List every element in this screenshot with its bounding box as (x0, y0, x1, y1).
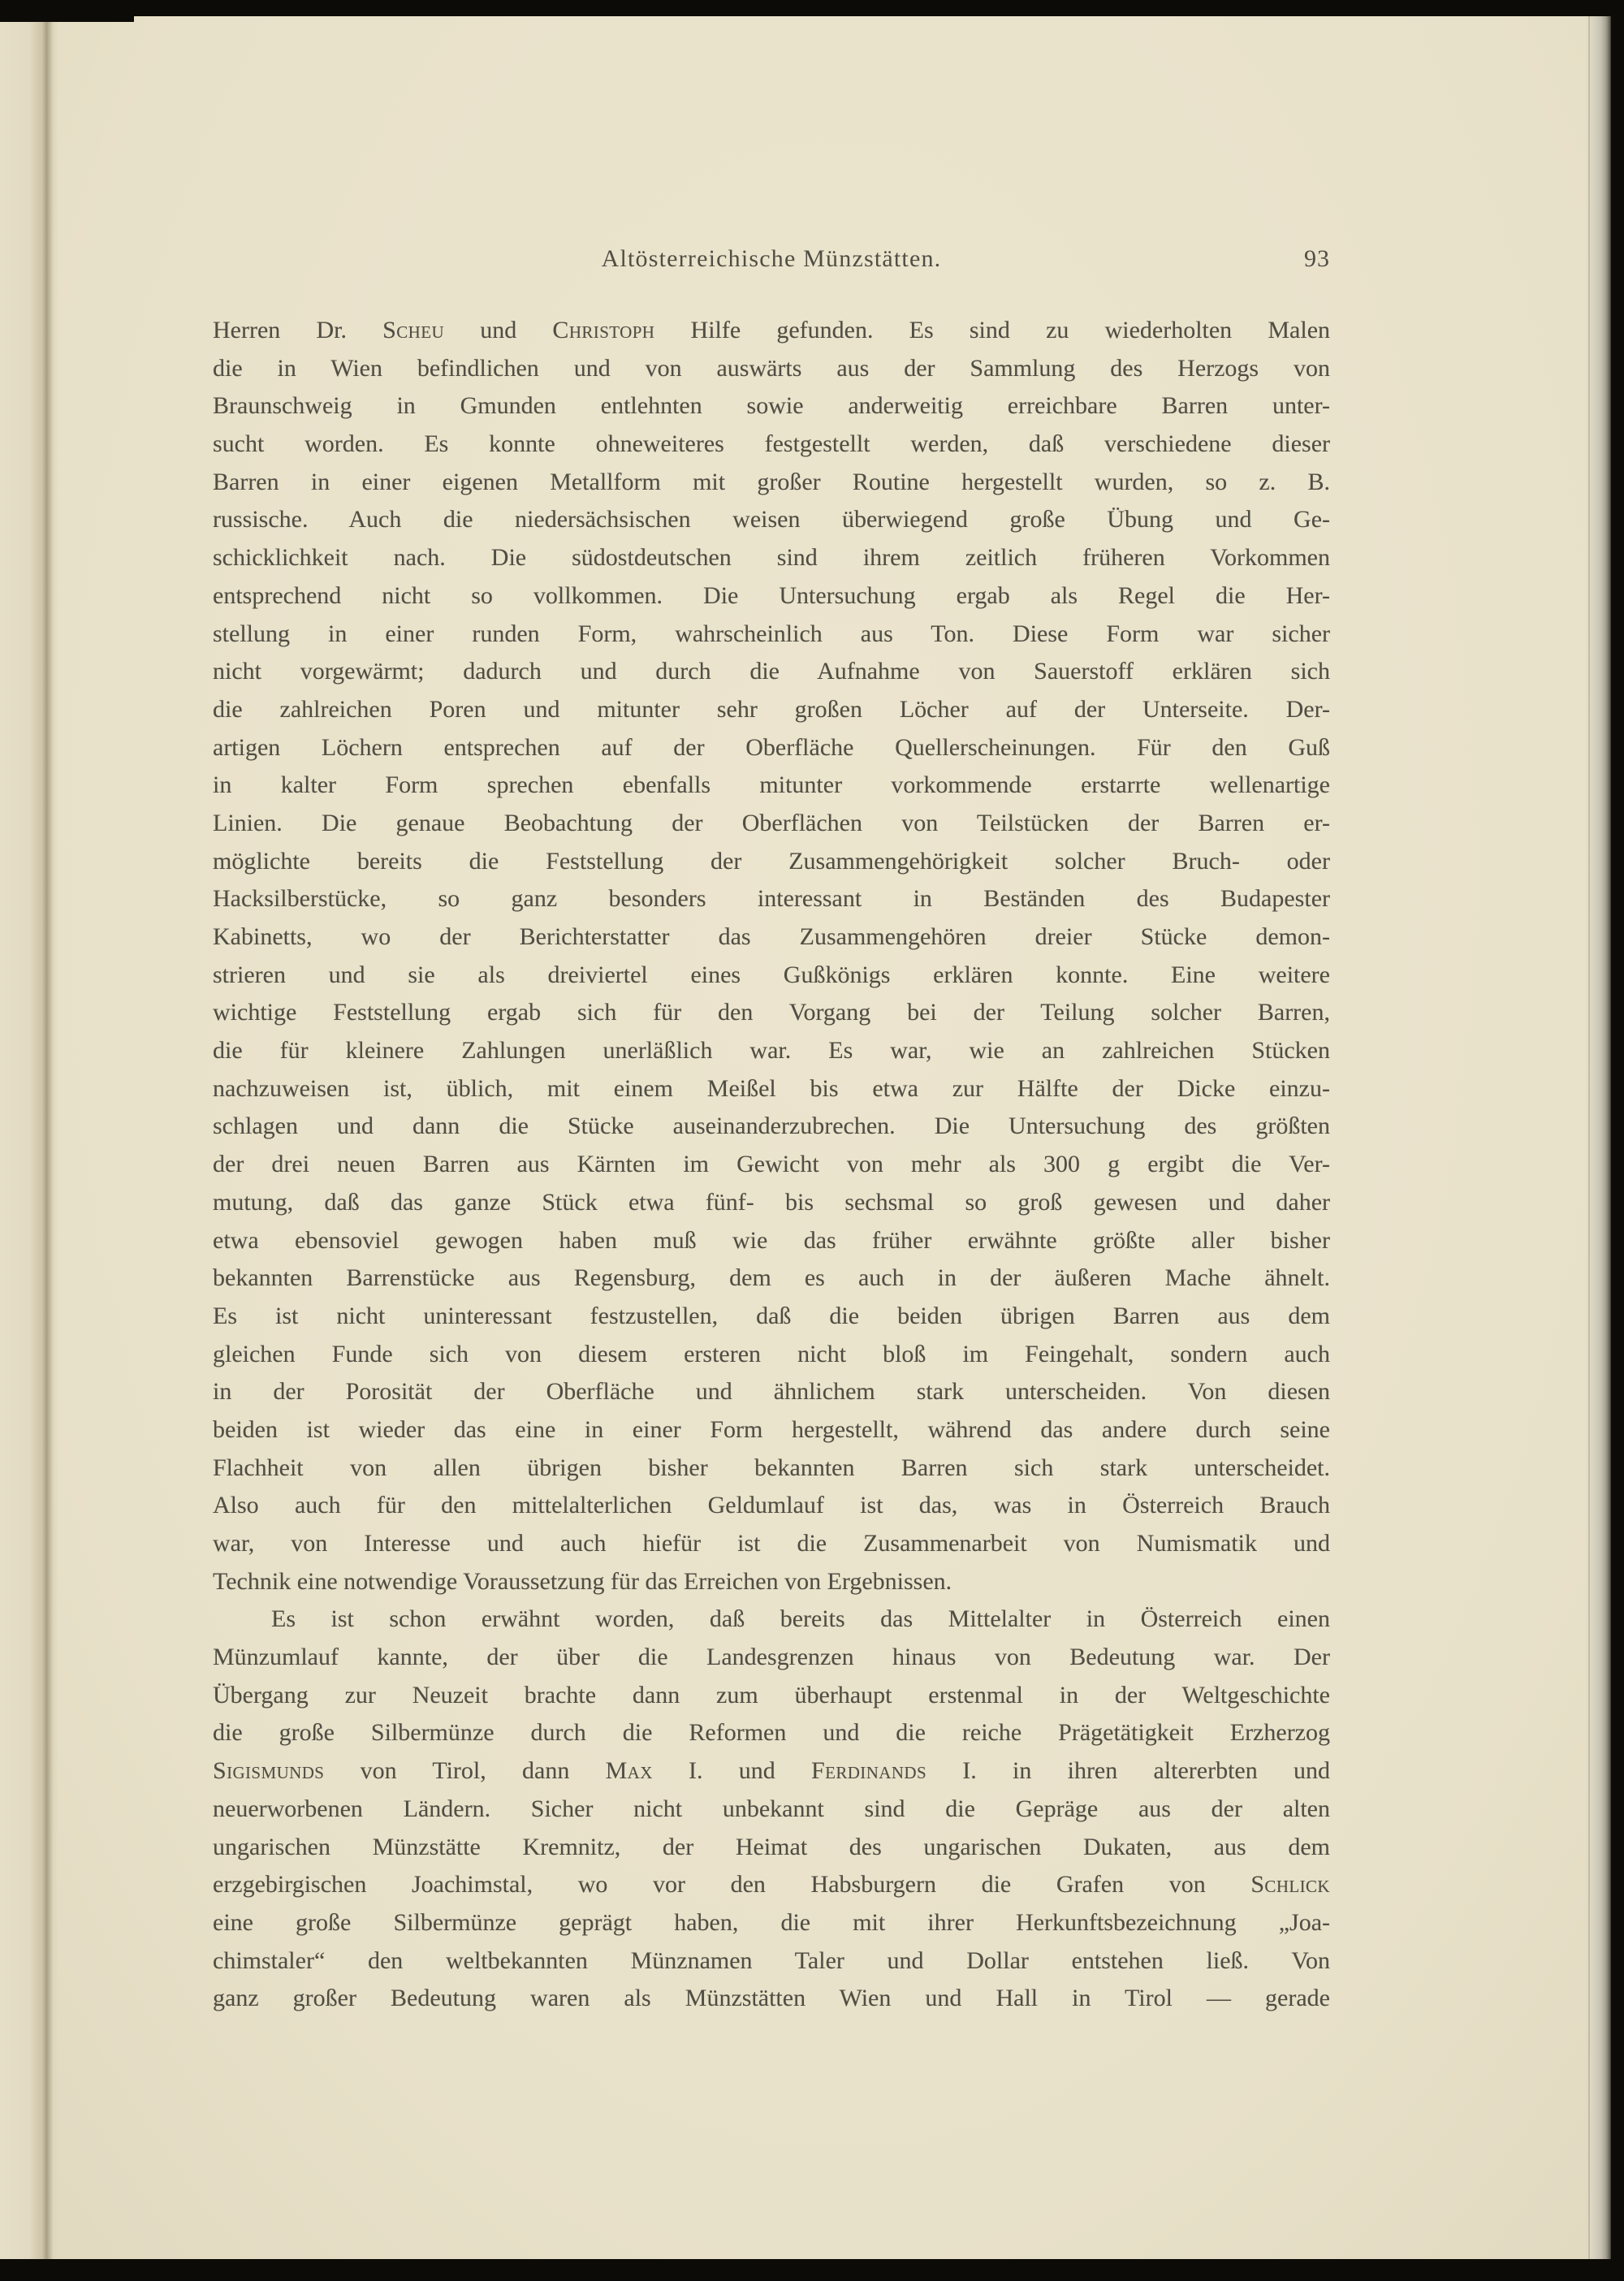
text-line: in kalter Form sprechen ebenfalls mitunter vorkommende erstarrte wellenartige (213, 771, 1330, 799)
text-line: Braunschweig in Gmunden entlehnten sowie anderweitig erreichbare Barren unter- (213, 392, 1330, 420)
text-line: bekannten Barrenstücke aus Regensburg, dem es auch in der äußeren Mache ähnelt. (213, 1264, 1330, 1292)
text-line: Flachheit von allen übrigen bisher bekannten Barren sich stark unterscheidet. (213, 1454, 1330, 1481)
text-line: artigen Löchern entsprechen auf der Oberfläche Quellerscheinungen. Für den Guß (213, 733, 1330, 761)
small-caps-name: Schlick (1250, 1871, 1330, 1899)
text-line: die in Wien befindlichen und von auswärts aus der Sammlung des Herzogs von (213, 354, 1330, 382)
text-line: entsprechend nicht so vollkommen. Die Untersuchung ergab als Regel die Her- (213, 581, 1330, 609)
text-line: strieren und sie als dreiviertel eines Gußkönigs erklären konnte. Eine weitere (213, 961, 1330, 988)
gutter-shadow (0, 16, 58, 2259)
text-line: war, von Interesse und auch hiefür ist die Zusammenarbeit von Numismatik und (213, 1530, 1330, 1557)
text-line: chimstaler“ den weltbekannten Münznamen Taler und Dollar entstehen ließ. Von (213, 1946, 1330, 1974)
text-line: Herren Dr. Scheu und Christoph Hilfe gefunden. Es sind zu wiederholten Malen (213, 317, 1331, 343)
text-line: gleichen Funde sich von diesem ersteren nicht bloß im Feingehalt, sondern auch (213, 1340, 1330, 1367)
text-line: der drei neuen Barren aus Kärnten im Gewicht von mehr als 300 g ergibt die Ver- (213, 1151, 1330, 1178)
text-line: schlagen und dann die Stücke auseinanderzubrechen. Die Untersuchung des größten (213, 1112, 1330, 1140)
text-line: Linien. Die genaue Beobachtung der Oberflächen von Teilstücken der Barren er- (213, 809, 1330, 836)
text-line: Technik eine notwendige Voraussetzung für das Erreichen von Ergebnissen. (213, 1567, 952, 1595)
text-line: Also auch für den mittelalterlichen Geldumlauf ist das, was in Österreich Brauch (213, 1492, 1330, 1519)
text-line: Hacksilberstücke, so ganz besonders interessant in Beständen des Budapester (213, 885, 1330, 913)
text-line: wichtige Feststellung ergab sich für den Vorgang bei der Teilung solcher Barren, (213, 999, 1330, 1026)
text-line: die für kleinere Zahlungen unerläßlich war. Es war, wie an zahlreichen Stücken (213, 1037, 1330, 1065)
text-line: stellung in einer runden Form, wahrscheinlich aus Ton. Diese Form war sicher (213, 620, 1330, 647)
text-line: etwa ebensoviel gewogen haben muß wie das früher erwähnte größte aller bisher (213, 1226, 1330, 1254)
text-line: neuerworbenen Ländern. Sicher nicht unbekannt sind die Gepräge aus der alten (213, 1795, 1330, 1822)
text-line: die zahlreichen Poren und mitunter sehr großen Löcher auf der Unterseite. Der- (213, 695, 1330, 723)
paragraph (213, 1601, 1330, 2018)
text-line: Übergang zur Neuzeit brachte dann zum überhaupt erstenmal in der Weltgeschichte (213, 1681, 1330, 1709)
page-stack-edge (1585, 16, 1611, 2259)
page-number: 93 (1304, 245, 1330, 272)
small-caps-name: Max (605, 1757, 653, 1785)
small-caps-name: Christoph (552, 317, 655, 343)
text-line: sucht worden. Es konnte ohneweiteres festgestellt werden, daß verschiedene dieser (213, 430, 1330, 458)
text-line: möglichte bereits die Feststellung der Zusammengehörigkeit solcher Bruch- oder (213, 847, 1330, 875)
running-title: Altösterreichische Münzstätten. (601, 245, 942, 272)
text-block (213, 312, 1330, 2018)
text-line: russische. Auch die niedersächsischen weisen überwiegend große Übung und Ge- (213, 506, 1330, 534)
text-line: Es ist nicht uninteressant festzustellen, daß die beiden übrigen Barren aus dem (213, 1302, 1330, 1329)
text-line: beiden ist wieder das eine in einer Form hergestellt, während das andere durch seine (213, 1415, 1330, 1443)
text-line: mutung, daß das ganze Stück etwa fünf- bis sechsmal so groß gewesen und daher (213, 1188, 1330, 1216)
text-line: eine große Silbermünze geprägt haben, die mit ihrer Herkunftsbezeichnung „Joa- (213, 1908, 1330, 1936)
text-line: nicht vorgewärmt; dadurch und durch die Aufnahme von Sauerstoff erklären sich (213, 658, 1330, 685)
text-line: schicklichkeit nach. Die südostdeutschen sind ihrem zeitlich früheren Vorkommen (213, 544, 1330, 572)
scanner-bed-notch (0, 0, 134, 22)
text-line: ganz großer Bedeutung waren als Münzstätten Wien und Hall in Tirol — gerade (213, 1985, 1330, 2012)
small-caps-name: Scheu (382, 317, 445, 343)
text-line: nachzuweisen ist, üblich, mit einem Meißel bis etwa zur Hälfte der Dicke einzu- (213, 1074, 1330, 1102)
page-header (213, 244, 1330, 278)
text-line: ungarischen Münzstätte Kremnitz, der Heimat des ungarischen Dukaten, aus dem (213, 1833, 1330, 1860)
paragraph (213, 312, 1330, 1601)
text-line: Kabinetts, wo der Berichterstatter das Zusammengehören dreier Stücke demon- (213, 923, 1330, 950)
text-line: erzgebirgischen Joachimstal, wo vor den Habsburgern die Grafen von Schlick (213, 1871, 1330, 1899)
small-caps-name: Ferdinands (811, 1757, 927, 1785)
text-line: die große Silbermünze durch die Reformen und die reiche Prägetätigkeit Erzherzog (213, 1719, 1330, 1747)
text-line: Barren in einer eigenen Metallform mit großer Routine hergestellt wurden, so z. B. (213, 468, 1330, 495)
text-line: Es ist schon erwähnt worden, daß bereits das Mittelalter in Österreich einen (271, 1605, 1330, 1633)
text-line: Münzumlauf kannte, der über die Landesgrenzen hinaus von Bedeutung war. Der (213, 1644, 1330, 1671)
text-line: in der Porosität der Oberfläche und ähnlichem stark unterscheiden. Von diesen (213, 1378, 1330, 1406)
small-caps-name: Sigismunds (213, 1757, 325, 1785)
book-page (0, 16, 1611, 2259)
text-line: Sigismunds von Tirol, dann Max I. und Ferdinands I. in ihren altererbten und (213, 1757, 1330, 1785)
